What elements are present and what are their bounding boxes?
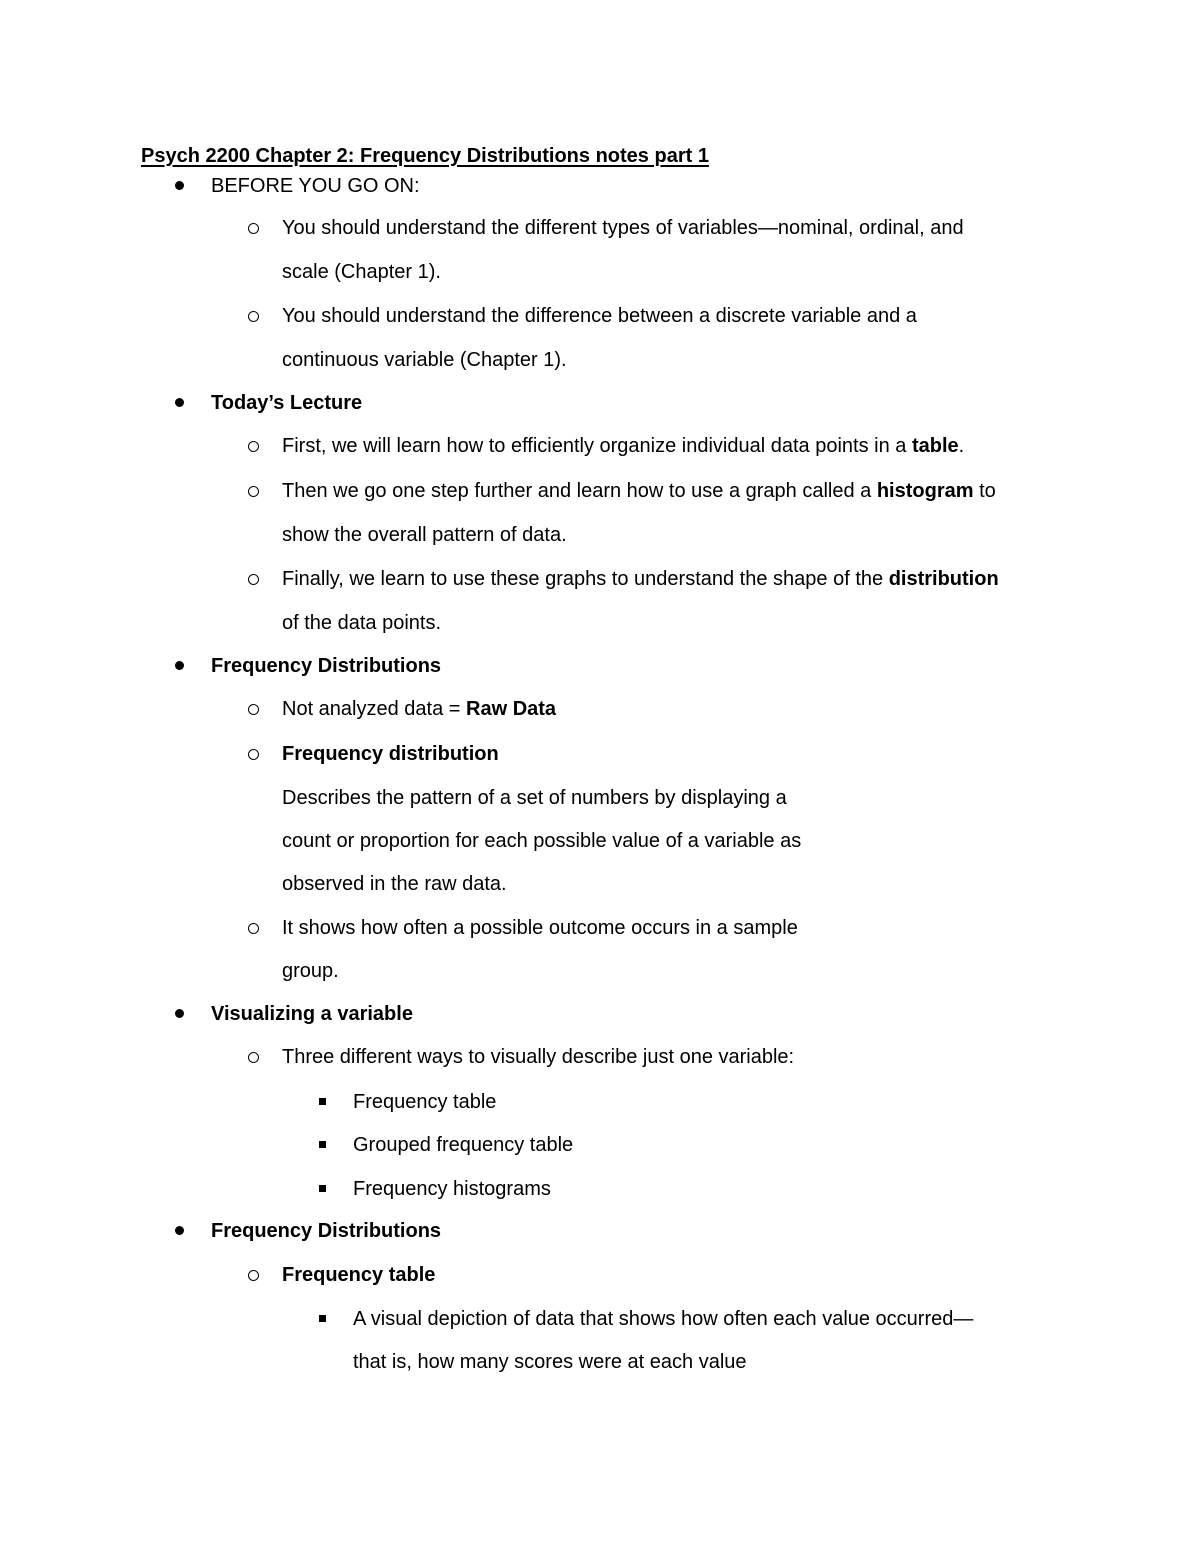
- list-item-text: [282, 433, 964, 459]
- text-run: Not analyzed data =: [282, 698, 467, 720]
- hollow-bullet-icon: [248, 311, 259, 322]
- page-title: Psych 2200 Chapter 2: Frequency Distributions notes part 1: [141, 145, 709, 167]
- square-bullet-icon: [319, 1315, 326, 1322]
- square-bullet-icon: [319, 1098, 326, 1105]
- sub-list-item: Frequency table: [353, 1091, 497, 1113]
- list-item-bold-term: Frequency distribution: [282, 743, 499, 765]
- sub-list-item: Grouped frequency table: [353, 1134, 574, 1156]
- list-item-text-continued: continuous variable (Chapter 1).: [282, 349, 567, 371]
- definition-line: observed in the raw data.: [282, 873, 507, 895]
- bold-term-raw-data: Raw Data: [466, 698, 557, 720]
- list-item-text-continued: scale (Chapter 1).: [282, 261, 441, 283]
- hollow-bullet-icon: [248, 749, 259, 760]
- list-item-text: Three different ways to visually describe just one variable:: [282, 1046, 795, 1068]
- bullet-icon: [175, 398, 184, 407]
- hollow-bullet-icon: [248, 574, 259, 585]
- sub-list-item: A visual depiction of data that shows how often each value occurred—: [353, 1308, 974, 1330]
- sub-list-item: Frequency histograms: [353, 1178, 551, 1200]
- list-item-text: [282, 696, 556, 722]
- section-heading-todays-lecture: Today’s Lecture: [211, 392, 363, 414]
- hollow-bullet-icon: [248, 441, 259, 452]
- list-item-text: It shows how often a possible outcome occurs in a sample: [282, 917, 798, 939]
- hollow-bullet-icon: [248, 1052, 259, 1063]
- sub-list-item-continued: that is, how many scores were at each value: [353, 1351, 747, 1373]
- hollow-bullet-icon: [248, 704, 259, 715]
- bullet-icon: [175, 661, 184, 670]
- text-run: .: [958, 435, 965, 457]
- square-bullet-icon: [319, 1141, 326, 1148]
- list-item-text: You should understand the different types of variables—nominal, ordinal, and: [282, 217, 964, 239]
- bullet-icon: [175, 1226, 184, 1235]
- text-run: First, we will learn how to efficiently organize individual data points in a: [282, 435, 912, 457]
- definition-line: Describes the pattern of a set of numbers by displaying a: [282, 787, 787, 809]
- list-item-bold-term: Frequency table: [282, 1264, 436, 1286]
- hollow-bullet-icon: [248, 923, 259, 934]
- bold-term-histogram: histogram: [876, 480, 974, 502]
- hollow-bullet-icon: [248, 1270, 259, 1281]
- bullet-icon: [175, 1009, 184, 1018]
- list-item-text-continued: of the data points.: [282, 612, 442, 634]
- section-heading-visualizing-a-variable: Visualizing a variable: [211, 1003, 413, 1025]
- hollow-bullet-icon: [248, 486, 259, 497]
- text-run: Finally, we learn to use these graphs to understand the shape of the: [282, 568, 889, 590]
- list-item-text: [282, 478, 996, 504]
- list-item-text: You should understand the difference between a discrete variable and a: [282, 305, 917, 327]
- text-run: Then we go one step further and learn how to use a graph called a: [282, 480, 877, 502]
- bold-term-table: table: [911, 435, 959, 457]
- bullet-icon: [175, 181, 184, 190]
- text-run: to: [973, 480, 996, 502]
- list-item-text-continued: group.: [282, 960, 339, 982]
- section-heading-before-you-go-on: BEFORE YOU GO ON:: [211, 175, 420, 197]
- section-heading-frequency-distributions: Frequency Distributions: [211, 655, 442, 677]
- square-bullet-icon: [319, 1185, 326, 1192]
- definition-line: count or proportion for each possible value of a variable as: [282, 830, 802, 852]
- list-item-text: [282, 566, 999, 592]
- bold-term-distribution: distribution: [888, 568, 999, 590]
- hollow-bullet-icon: [248, 223, 259, 234]
- list-item-text-continued: show the overall pattern of data.: [282, 524, 567, 546]
- section-heading-frequency-distributions-2: Frequency Distributions: [211, 1220, 442, 1242]
